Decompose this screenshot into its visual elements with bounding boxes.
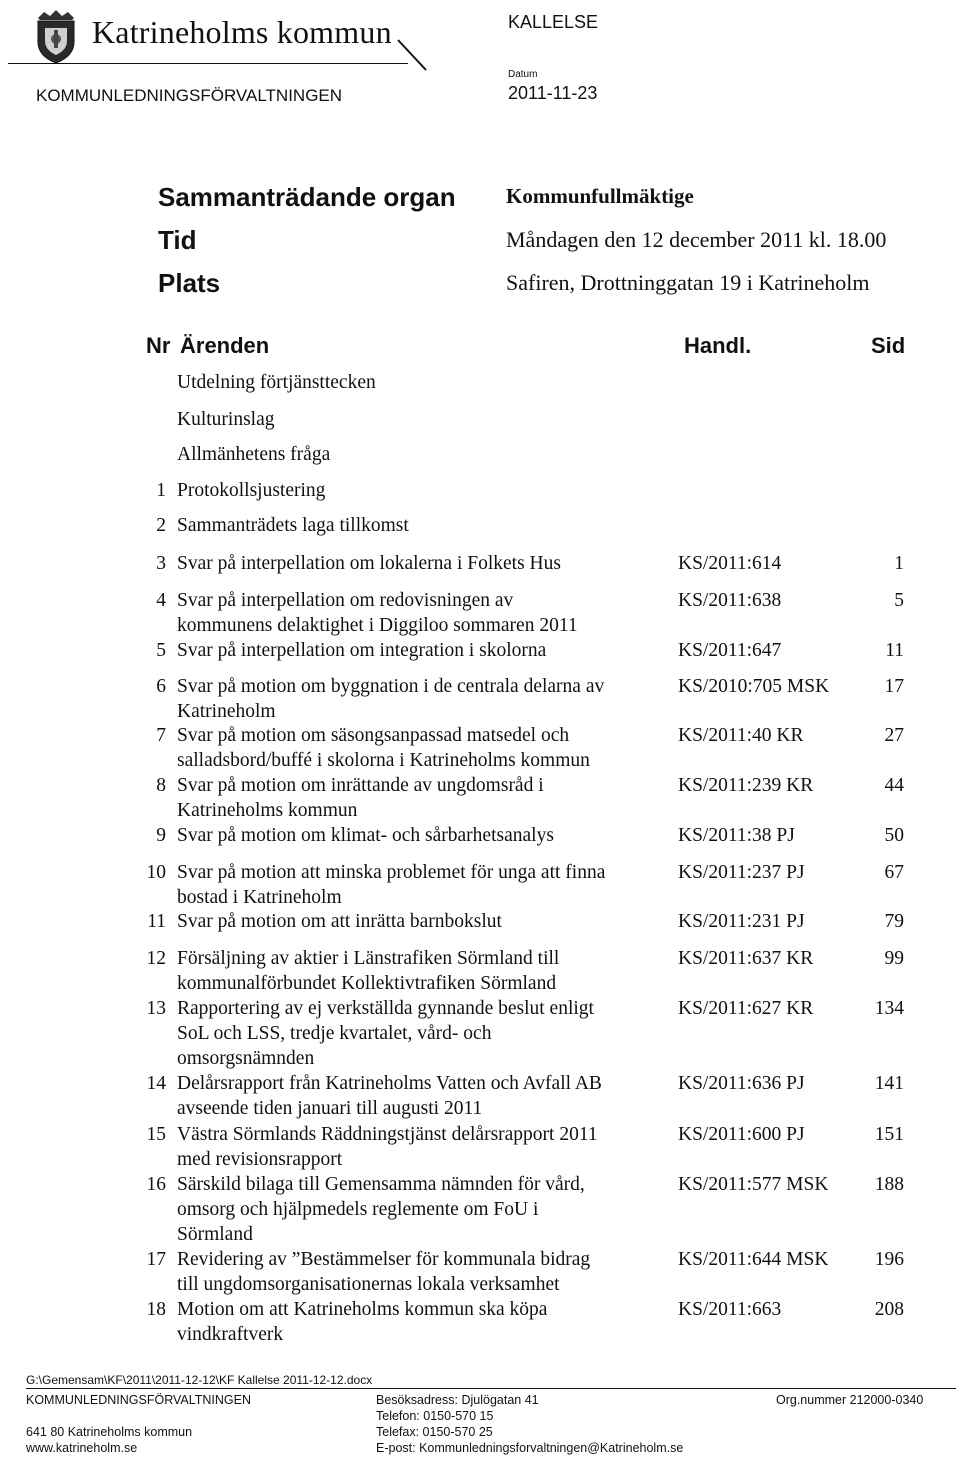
item-number: 13 bbox=[146, 998, 166, 1019]
item-number: 14 bbox=[146, 1073, 166, 1094]
item-page: 208 bbox=[874, 1299, 904, 1320]
item-number: 17 bbox=[146, 1249, 166, 1270]
item-page: 99 bbox=[884, 948, 904, 969]
date-label: Datum bbox=[508, 69, 538, 80]
item-title: Delårsrapport från Katrineholms Vatten och Avfall AB avseende tiden januari till augusti 2011 bbox=[177, 1073, 602, 1119]
item-reference: KS/2011:663 bbox=[678, 1299, 782, 1320]
item-title: Svar på motion om byggnation i de centrala delarna av Katrineholm bbox=[177, 676, 605, 722]
document-type: KALLELSE bbox=[508, 12, 599, 32]
organ-value: Kommunfullmäktige bbox=[506, 184, 694, 208]
item-title: Särskild bilaga till Gemensamma nämnden för vård, omsorg och hjälpmedels reglemente om FoU i Sörmland bbox=[177, 1174, 585, 1245]
column-header-sid: Sid bbox=[871, 333, 906, 358]
item-number: 3 bbox=[156, 553, 166, 574]
item-title: Allmänhetens fråga bbox=[177, 444, 331, 465]
item-title: Svar på motion om säsongsanpassad matsedel och salladsbord/buffé i skolorna i Katrineholms kommun bbox=[177, 725, 590, 771]
item-page: 79 bbox=[884, 911, 904, 932]
item-reference: KS/2011:637 KR bbox=[678, 948, 814, 969]
item-number: 6 bbox=[156, 676, 166, 697]
item-title: Kulturinslag bbox=[177, 409, 275, 430]
item-reference: KS/2011:644 MSK bbox=[678, 1249, 829, 1270]
item-page: 50 bbox=[884, 825, 904, 846]
item-page: 27 bbox=[884, 725, 904, 746]
municipality-logo-text: Katrineholms kommun bbox=[92, 14, 392, 50]
item-reference: KS/2011:577 MSK bbox=[678, 1174, 829, 1195]
time-label: Tid bbox=[158, 225, 197, 255]
footer-department: KOMMUNLEDNINGSFÖRVALTNINGEN bbox=[26, 1393, 252, 1407]
item-number: 18 bbox=[146, 1299, 166, 1320]
date-value: 2011-11-23 bbox=[508, 83, 598, 103]
item-reference: KS/2011:638 bbox=[678, 590, 782, 611]
item-reference: KS/2010:705 MSK bbox=[678, 676, 830, 697]
item-number: 5 bbox=[156, 640, 166, 661]
column-header-arenden: Ärenden bbox=[180, 333, 270, 358]
item-page: 196 bbox=[874, 1249, 904, 1270]
item-title: Svar på motion om att inrätta barnbokslut bbox=[177, 911, 502, 932]
item-title: Svar på motion att minska problemet för unga att finna bostad i Katrineholm bbox=[177, 862, 606, 908]
item-number: 10 bbox=[146, 862, 166, 883]
item-title: Motion om att Katrineholms kommun ska köpa vindkraftverk bbox=[177, 1299, 548, 1345]
item-title: Rapportering av ej verkställda gynnande beslut enligt SoL och LSS, tredje kvartalet, vård- och omsorgsnämnden bbox=[177, 998, 594, 1069]
item-page: 141 bbox=[874, 1073, 904, 1094]
column-header-handl: Handl. bbox=[684, 333, 752, 358]
item-reference: KS/2011:40 KR bbox=[678, 725, 804, 746]
item-number: 12 bbox=[146, 948, 166, 969]
item-number: 16 bbox=[146, 1174, 166, 1195]
item-page: 11 bbox=[885, 640, 904, 661]
item-page: 5 bbox=[894, 590, 904, 611]
municipality-crest-icon bbox=[34, 8, 78, 64]
item-reference: KS/2011:636 PJ bbox=[678, 1073, 805, 1094]
department-header: KOMMUNLEDNINGSFÖRVALTNINGEN bbox=[36, 86, 343, 105]
item-title: Svar på interpellation om lokalerna i Folkets Hus bbox=[177, 553, 561, 574]
item-reference: KS/2011:600 PJ bbox=[678, 1124, 805, 1145]
item-number: 8 bbox=[156, 775, 166, 796]
item-title: Utdelning förtjänsttecken bbox=[177, 372, 376, 393]
item-number: 11 bbox=[147, 911, 166, 932]
item-reference: KS/2011:237 PJ bbox=[678, 862, 805, 883]
item-page: 17 bbox=[884, 676, 904, 697]
item-reference: KS/2011:627 KR bbox=[678, 998, 814, 1019]
item-number: 4 bbox=[156, 590, 166, 611]
item-title: Svar på motion om klimat- och sårbarhetsanalys bbox=[177, 825, 554, 846]
logo-underline bbox=[8, 63, 408, 64]
footer-email: E-post: Kommunledningsforvaltningen@Katrineholm.se bbox=[376, 1441, 684, 1455]
time-value: Måndagen den 12 december 2011 kl. 18.00 bbox=[506, 227, 887, 252]
place-label: Plats bbox=[158, 268, 221, 298]
logo-slash-mark bbox=[396, 38, 436, 74]
item-title: Svar på interpellation om redovisningen av kommunens delaktighet i Diggiloo sommaren 2011 bbox=[177, 590, 578, 636]
item-page: 44 bbox=[884, 775, 904, 796]
item-title: Svar på motion om inrättande av ungdomsråd i Katrineholms kommun bbox=[177, 775, 544, 821]
footer-postal-address: 641 80 Katrineholms kommun bbox=[26, 1425, 193, 1439]
item-title: Revidering av ”Bestämmelser för kommunala bidrag till ungdomsorganisationernas lokala verksamhet bbox=[177, 1249, 591, 1295]
item-page: 67 bbox=[884, 862, 904, 883]
item-title: Sammanträdets laga tillkomst bbox=[177, 515, 409, 536]
item-reference: KS/2011:239 KR bbox=[678, 775, 814, 796]
item-reference: KS/2011:38 PJ bbox=[678, 825, 795, 846]
item-number: 9 bbox=[156, 825, 166, 846]
place-value: Safiren, Drottninggatan 19 i Katrineholm bbox=[506, 270, 870, 295]
footer-phone: Telefon: 0150-570 15 bbox=[376, 1409, 494, 1423]
item-title: Protokollsjustering bbox=[177, 480, 326, 501]
column-header-nr: Nr bbox=[146, 333, 171, 358]
item-number: 7 bbox=[156, 725, 166, 746]
footer-org-number: Org.nummer 212000-0340 bbox=[776, 1393, 924, 1407]
footer-website: www.katrineholm.se bbox=[26, 1441, 138, 1455]
item-title: Västra Sörmlands Räddningstjänst delårsrapport 2011 med revisionsrapport bbox=[177, 1124, 598, 1170]
footer-fax: Telefax: 0150-570 25 bbox=[376, 1425, 493, 1439]
item-page: 1 bbox=[894, 553, 904, 574]
item-number: 15 bbox=[146, 1124, 166, 1145]
item-reference: KS/2011:614 bbox=[678, 553, 782, 574]
footer-divider bbox=[26, 1388, 956, 1389]
organ-label: Sammanträdande organ bbox=[158, 182, 456, 212]
item-number: 2 bbox=[156, 515, 166, 536]
footer-visiting-address: Besöksadress: Djulögatan 41 bbox=[376, 1393, 539, 1407]
item-reference: KS/2011:231 PJ bbox=[678, 911, 805, 932]
footer-file-path: G:\Gemensam\KF\2011\2011-12-12\KF Kallelse 2011-12-12.docx bbox=[26, 1373, 373, 1387]
item-page: 151 bbox=[874, 1124, 904, 1145]
item-reference: KS/2011:647 bbox=[678, 640, 782, 661]
item-title: Försäljning av aktier i Länstrafiken Sörmland till kommunalförbundet Kollektivtrafiken Sörmland bbox=[177, 948, 560, 994]
item-page: 134 bbox=[874, 998, 904, 1019]
item-title: Svar på interpellation om integration i skolorna bbox=[177, 640, 547, 661]
item-page: 188 bbox=[874, 1174, 904, 1195]
item-number: 1 bbox=[156, 480, 166, 501]
